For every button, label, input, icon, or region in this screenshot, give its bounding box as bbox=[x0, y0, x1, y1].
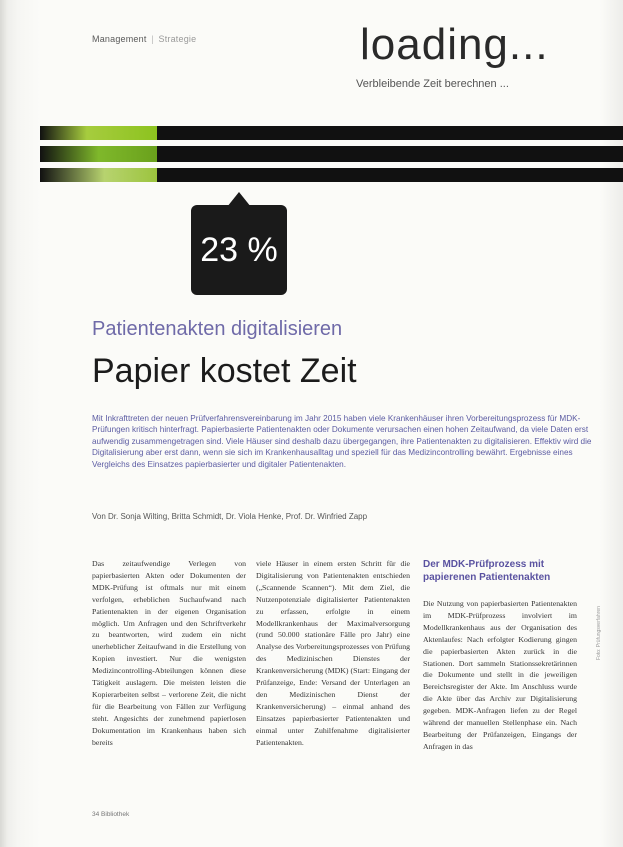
progress-bar-bottom bbox=[40, 168, 623, 182]
progress-fill-bottom bbox=[40, 168, 157, 182]
rubric-subsection: Strategie bbox=[158, 34, 197, 44]
article-byline: Von Dr. Sonja Wilting, Britta Schmidt, Dr. Viola Henke, Prof. Dr. Winfried Zapp bbox=[92, 512, 368, 521]
photo-credit: Foto: Prüfungsverfahren bbox=[596, 606, 602, 660]
progress-percent-badge: 23 % bbox=[191, 205, 287, 295]
progress-bar-middle bbox=[40, 146, 623, 162]
body-column-2: viele Häuser in einem ersten Schritt für die Digitalisierung von Patientenakten entschieden („Scannende Scannen“). Mit dem Ziel, die Nutzenpotenziale digitalisierter Patientenakten zu erfassen, erfolgte in einem Modellkrankenhaus der Maximalversorgung (rund 50.000 stationäre Fälle pro Jahr) eine Analyse des Vorbereitungsprozesses von Prüfung des Medizinischen Dienstes der Krankenversicherung (MDK) (Start: Eingang der Prüfanzeige, Ende: Versand der Unterlagen an den Medizinischen Dienst der Krankenversicherung) – einmal anhand des Einsatzes papierbasierter Patientenakten und einmal unter Zuhilfenahme digitalisierter Patientenakten. bbox=[256, 559, 410, 747]
loading-title: loading... bbox=[360, 20, 549, 69]
rubric-section: Management bbox=[92, 34, 147, 44]
progress-fill-middle bbox=[40, 146, 157, 162]
loading-subtitle: Verbleibende Zeit berechnen ... bbox=[356, 78, 509, 90]
page-gutter-shadow bbox=[0, 0, 8, 847]
sidebar-box-title: Der MDK-Prüfprozess mit papierenen Patientenakten bbox=[423, 559, 551, 583]
body-column-3: Die Nutzung von papierbasierten Patientenakten im MDK-Prüfprozess involviert im Modellkrankenhaus aus der Organisation des Aktenlaufes: Nach erfolgter Kodierung gingen die papierbasierten Akten zurück in die Stationen. Dort sammeln Stationssekretärinnen die Dokumente und stellt in die jeweiligen Bereichsregister der Akte. Im Anschluss wurde die Akte über das Archiv zur Digitalisierung gegeben. MDK-Anfragen liefen zu der Regel während der manuellen Stellenphase ein. Nach Bearbeitung der Prüfanzeigen, Eingangs der Anfragen in das bbox=[423, 599, 577, 751]
progress-fill-top bbox=[40, 126, 157, 140]
article-headline: Papier kostet Zeit bbox=[92, 352, 357, 390]
page-footer: 34 Bibliothek bbox=[92, 811, 130, 818]
body-column-1: Das zeitaufwendige Verlegen von papierbasierten Akten oder Dokumenten der MDK-Prüfung ist oftmals nur mit einem verfolgen, erheblichen Suchaufwand nach Patientenakten in der eigenen Organisation möglich. Um Anfragen und den Schriftverkehr zu beantworten, wird zudem ein nicht unerheblicher Zeitaufwand in die Erstellung von Kopien investiert. Nur die wenigsten Medizincontrolling-Abteilungen können diese Tätigkeit auslagern. Die meisten leisten die Kopierarbeiten selbst – verlorene Zeit, die nicht für die Bearbeitung von Fällen zur Verfügung steht. Angesichts der zunehmend papierlosen Dokumentation im Krankenhaus haben sich bereits bbox=[92, 559, 246, 747]
section-rubric bbox=[92, 34, 196, 44]
progress-bar-top bbox=[40, 126, 623, 140]
article-kicker: Patientenakten digitalisieren bbox=[92, 318, 343, 340]
progress-graphic bbox=[40, 126, 623, 188]
article-lead: Mit Inkrafttreten der neuen Prüfverfahrensvereinbarung im Jahr 2015 haben viele Krankenhäuser ihren Vorbereitungsprozess für MDK-Prüfungen kritisch hinterfragt. Papierbasierte Patientenakten oder Dokumente verursachen einen hohen Zeitaufwand, da viele Daten erst aufwendig zusammengetragen sind. Viele Häuser sind deshalb dazu übergegangen, ihre Patientenakten zu digitalisieren. Effektiv wird die Digitalisierung aber erst dann, wenn sie sich im Krankenhausalltag und speziell für das Medizincontrolling bewährt. Ergebnisse eines Vergleichs des Einsatzes papierbasierter und digitaler Patientenakten. bbox=[92, 414, 592, 469]
rubric-separator: | bbox=[151, 34, 154, 44]
